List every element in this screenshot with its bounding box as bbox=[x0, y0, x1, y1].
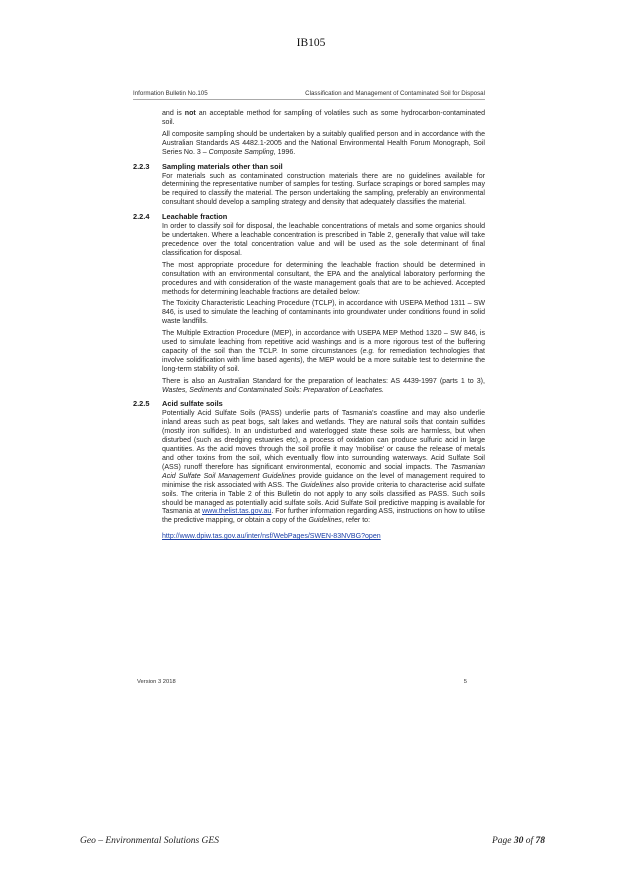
header-left: Information Bulletin No.105 bbox=[133, 90, 208, 97]
header-right: Classification and Management of Contaminated Soil for Disposal bbox=[305, 90, 485, 97]
paragraph: The Multiple Extraction Procedure (MEP), in accordance with USEPA MEP Method 1320 – SW 846, is used to simulate leaching from repetitive acid washings and is a more rigorous test of the buffering capacity of the soil than the TCLP. In some circumstances (e.g. for remediation technologies that involve solidification with lime based agents), the MEP would be a more suitable test to determine the long-term stability of soil. bbox=[162, 330, 485, 373]
paragraph: The Toxicity Characteristic Leaching Procedure (TCLP), in accordance with USEPA Method 1311 – SW 846, is used to simulate the leaching of contaminants into groundwater under conditions found in solid waste landfills. bbox=[162, 300, 485, 326]
document-reference: IB105 bbox=[296, 37, 326, 49]
paragraph: The most appropriate procedure for determining the leachable fraction should be determined in consultation with an environmental consultant, the EPA and the analytical laboratory performing the procedures and with consideration of the waste management goals that are to be achieved. Accepted methods for determining leachable fractions are detailed below: bbox=[162, 261, 485, 296]
paragraph: All composite sampling should be undertaken by a suitably qualified person and in accordance with the Australian Standards AS 4482.1-2005 and the National Environmental Health Forum Monograph, Soil Series No. 3 – Composite Sampling, 1996. bbox=[162, 130, 485, 156]
section-heading-2-2-4 bbox=[133, 212, 485, 221]
version-label: Version 3 2018 bbox=[137, 679, 176, 685]
page-footer bbox=[80, 836, 545, 846]
section-number: 2.2.5 bbox=[133, 399, 150, 409]
page-counter: Page 30 of 78 bbox=[491, 836, 545, 846]
section-heading-2-2-3 bbox=[133, 162, 485, 171]
dpiw-url-link[interactable]: http://www.dpiw.tas.gov.au/inter/nsf/WebPages/SWEN-83NVBG?open bbox=[162, 533, 381, 541]
paragraph: There is also an Australian Standard for the preparation of leachates: AS 4439-1997 (parts 1 to 3), Wastes, Sediments and Contaminated Soils: Preparation of Leachates. bbox=[162, 377, 485, 394]
scanned-page bbox=[133, 90, 485, 540]
inner-footer bbox=[137, 679, 467, 685]
section-title: Leachable fraction bbox=[162, 212, 228, 222]
page-body bbox=[133, 110, 485, 540]
section-title: Acid sulfate soils bbox=[162, 399, 223, 409]
company-name: Geo – Environmental Solutions GES bbox=[80, 836, 219, 846]
thelist-link[interactable]: www.thelist.tas.gov.au bbox=[202, 508, 272, 516]
page-header bbox=[133, 90, 485, 100]
inner-page-number: 5 bbox=[463, 679, 467, 685]
paragraph: Potentially Acid Sulfate Soils (PASS) underlie parts of Tasmania's coastline and may also underlie inland areas such as peat bogs, salt lakes and wetlands. They are natural soils that contain sulfides (mostly iron sulfides). In an undisturbed and waterlogged state these soils are harmless, but when disturbed (such as dredging estuaries etc), a process of oxidation can produce sulfuric acid in large quantities. As the acid moves through the soil profile it may 'mobilise' or cause the release of metals and other toxins from the soil, which eventually flow into surrounding waterways. Acid Sulfate Soil (ASS) runoff therefore has significant environmental, economic and social impacts. The Tasmanian Acid Sulfate Soil Management Guidelines provide guidance on the level of management required to minimise the risk associated with ASS. The Guidelines also provide criteria to characterise acid sulfate soils. The criteria in Table 2 of this Bulletin do not apply to any soils classified as PASS. Such soils should be managed as potentially acid sulfate soils. Acid Sulfate Soil predictive mapping is available for Tasmania at www.thelist.tas.gov.au. For further information regarding ASS, instructions on how to utilise the predictive mapping, or obtain a copy of the Guidelines, refer to: bbox=[162, 410, 486, 525]
section-number: 2.2.3 bbox=[133, 161, 150, 171]
paragraph: In order to classify soil for disposal, the leachable concentrations of metals and some organics should be undertaken. Where a leachable concentration is prescribed in Table 2, generally that value will take precedence over the total concentration value and will be used as the sole determinant of final classification for disposal. bbox=[162, 223, 485, 257]
section-title: Sampling materials other than soil bbox=[162, 161, 283, 171]
paragraph: and is not an acceptable method for sampling of volatiles such as some hydrocarbon-contaminated soil. bbox=[162, 110, 485, 126]
section-heading-2-2-5 bbox=[133, 399, 485, 408]
section-number: 2.2.4 bbox=[133, 212, 150, 222]
paragraph: For materials such as contaminated construction materials there are no guidelines available for determining the representative number of samples for testing. Surface scrapings or bored samples may be required to classify the material. The person undertaking the sampling, preferably an environmental consultant should develop a sampling strategy and density that adequately classifies the material. bbox=[162, 172, 485, 207]
